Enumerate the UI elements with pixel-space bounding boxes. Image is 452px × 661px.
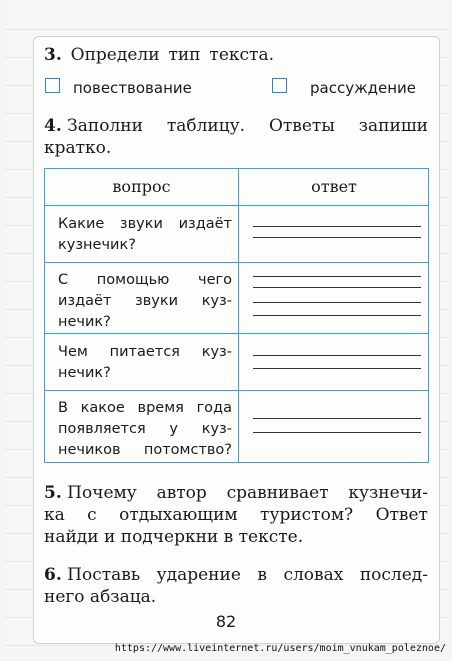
task5-word: ка — [44, 505, 65, 525]
question-word: Чем — [58, 344, 88, 360]
answer-line[interactable] — [253, 287, 421, 288]
task5-word: Почему — [67, 483, 137, 503]
narration-checkbox[interactable] — [45, 78, 60, 93]
task5-word: с — [87, 505, 97, 525]
question-word: чего — [198, 272, 232, 288]
task5-word: автор — [156, 483, 207, 503]
question-word: появляется — [58, 421, 146, 437]
answer-line[interactable] — [253, 237, 421, 238]
task4-word: Ответы — [268, 116, 335, 136]
row-divider — [45, 262, 428, 263]
answer-table — [44, 168, 429, 463]
task6-word: ударение — [156, 565, 241, 585]
task4-number: 4. — [44, 116, 62, 136]
question-word: куз- — [201, 344, 232, 360]
task6-word: в — [257, 565, 267, 585]
task5-word: туристом? — [260, 505, 354, 525]
question-word: издаёт — [58, 293, 112, 309]
question-word: потомство? — [143, 442, 232, 458]
question-word: время — [137, 400, 184, 416]
task6-line2: него абзаца. — [44, 587, 157, 607]
task3-heading — [44, 44, 274, 67]
question-word: у — [169, 421, 178, 437]
question-word: какое — [80, 400, 125, 416]
task6-number: 6. — [44, 565, 62, 585]
answer-line[interactable] — [253, 302, 421, 303]
answer-line[interactable] — [253, 355, 421, 356]
task5-line3: найди и подчеркни в тексте. — [44, 527, 304, 547]
question-word: куз- — [201, 421, 232, 437]
question-cell — [58, 214, 232, 256]
task4-line2: кратко. — [44, 138, 112, 158]
answer-line[interactable] — [253, 432, 421, 433]
question-word: С — [58, 272, 69, 288]
question-word: года — [196, 400, 232, 416]
question-word: питается — [109, 344, 180, 360]
question-word: нечик? — [58, 365, 111, 381]
task6-line1 — [44, 564, 428, 587]
question-word: издаёт — [178, 216, 232, 232]
task6-word: словах — [283, 565, 344, 585]
task5-word: отдыхающим — [119, 505, 238, 525]
header-question: вопрос — [112, 177, 171, 196]
task5-line2 — [44, 504, 428, 527]
task4-word: Заполни — [67, 116, 143, 136]
answer-line[interactable] — [253, 226, 421, 227]
task4-heading — [44, 115, 428, 138]
narration-label: повествование — [73, 79, 192, 97]
header-answer: ответ — [311, 177, 357, 196]
task6-word: Поставь — [67, 565, 141, 585]
question-cell — [58, 398, 232, 461]
task4-word: запиши — [358, 116, 428, 136]
question-cell — [58, 342, 232, 384]
task3-word: тип — [168, 45, 201, 65]
answer-line[interactable] — [253, 418, 421, 419]
question-word: помощью — [96, 272, 170, 288]
source-url: https://www.liveinternet.ru/users/moim_vnukam_poleznoe/ — [114, 643, 446, 654]
column-divider — [238, 169, 239, 462]
reasoning-label: рассуждение — [310, 79, 416, 97]
answer-line[interactable] — [253, 315, 421, 316]
row-divider — [45, 390, 428, 391]
task3-word: текста. — [209, 45, 274, 65]
task5-line1 — [44, 482, 428, 505]
question-word: нечиков — [58, 442, 121, 458]
answer-line[interactable] — [253, 276, 421, 277]
question-word: звуки — [135, 293, 179, 309]
task3-word: Определи — [70, 45, 160, 65]
question-word: нечик? — [58, 314, 111, 330]
task5-word: кузнечи- — [348, 483, 428, 503]
question-word: куз- — [201, 293, 232, 309]
question-word: Какие — [58, 216, 105, 232]
question-word: кузнечик? — [58, 237, 136, 253]
task6-word: послед- — [359, 565, 428, 585]
question-word: В — [58, 400, 68, 416]
task5-number: 5. — [44, 483, 62, 503]
page-number: 82 — [215, 612, 237, 631]
question-cell — [58, 270, 232, 333]
row-divider — [45, 333, 428, 334]
answer-line[interactable] — [253, 368, 421, 369]
reasoning-checkbox[interactable] — [272, 78, 287, 93]
task4-word: таблицу. — [166, 116, 246, 136]
task5-word: сравнивает — [226, 483, 329, 503]
question-word: звуки — [119, 216, 163, 232]
row-divider — [45, 205, 428, 206]
task3-number: 3. — [44, 45, 62, 65]
task5-word: Ответ — [375, 505, 428, 525]
